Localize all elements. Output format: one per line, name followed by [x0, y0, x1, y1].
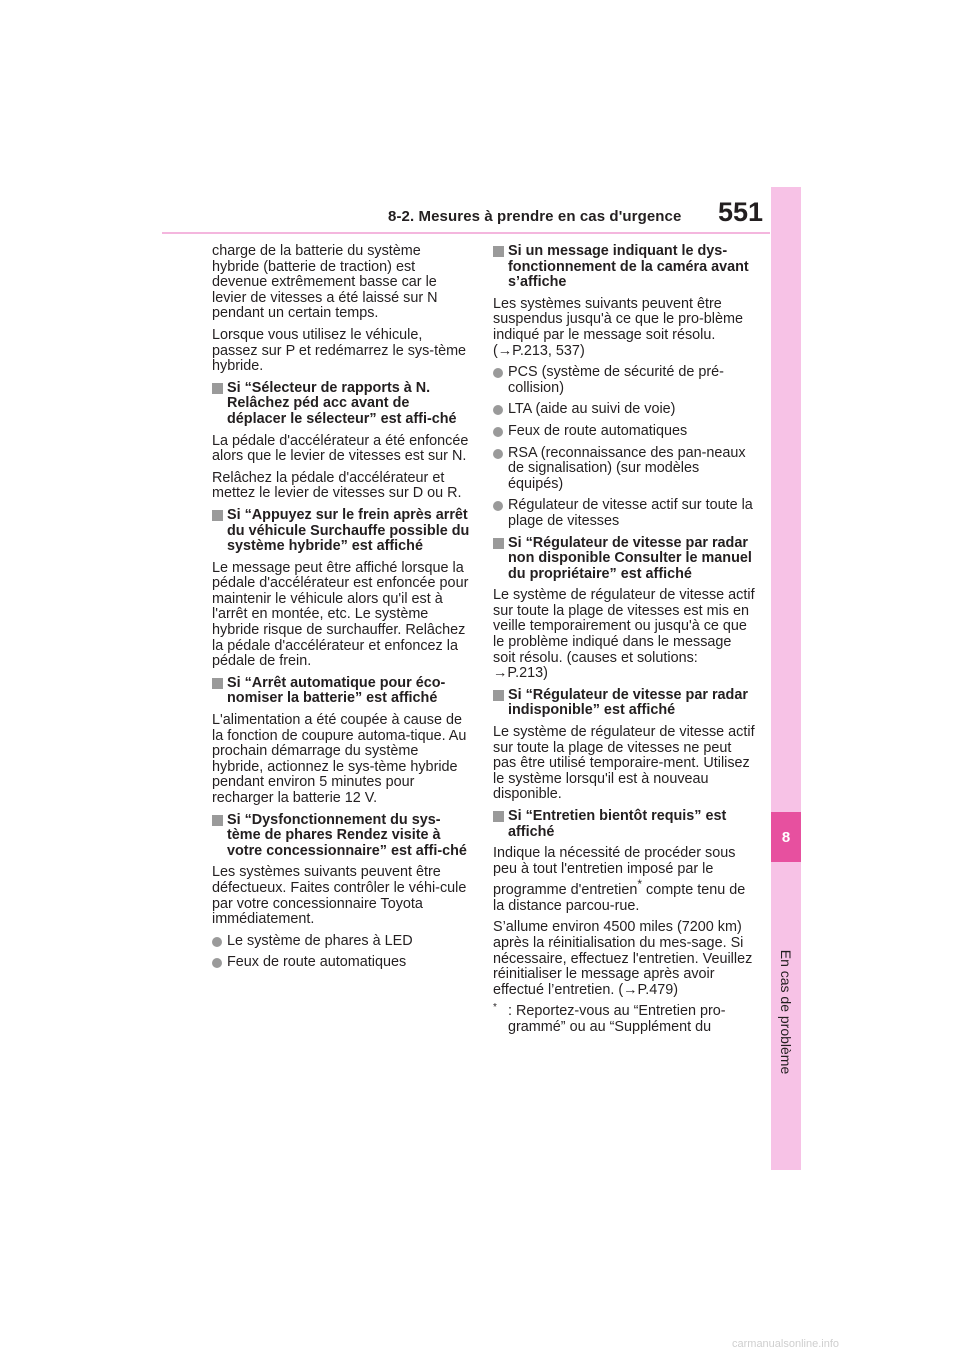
- paragraph: Le système de régulateur de vitesse actif sur toute la plage de vitesses est mis en veille temporairement ou jusqu'à ce que le problème indiqué dans le message soit résolu. (causes et solutions: →P.213): [493, 587, 755, 682]
- square-bullet-icon: [493, 538, 504, 549]
- list-item: [212, 934, 470, 950]
- subheading: [212, 813, 470, 860]
- paragraph: Le système de régulateur de vitesse actif sur toute la plage de vitesses ne peut pas être utilisé temporaire-ment. Utilisez le système lorsqu'il est à nouveau disponible.: [493, 724, 755, 803]
- subheading-text: Si “Régulateur de vitesse par radar non disponible Consulter le manuel du propriétaire” est affiché: [508, 534, 752, 582]
- paragraph: L'alimentation a été coupée à cause de la fonction de coupure automa-tique. Au prochain démarrage du système hybride, actionnez le sys-tème hybride pendant environ 5 minutes pour recharger la batterie 12 V.: [212, 712, 467, 806]
- chapter-title-vertical: En cas de problème: [778, 949, 794, 1075]
- subheading: [493, 536, 755, 583]
- subheading: [493, 688, 755, 719]
- left-column: [212, 244, 470, 977]
- list-item-text: Régulateur de vitesse actif sur toute la plage de vitesses: [508, 497, 753, 529]
- round-bullet-icon: [493, 368, 503, 378]
- list-item-text: LTA (aide au suivi de voie): [508, 401, 676, 418]
- paragraph-text: compte tenu de la distance parcou-rue.: [493, 882, 746, 914]
- subheading-text: Si “Dysfonctionnement du sys-tème de phares Rendez visite à votre concessionnaire” est affi-ché: [227, 811, 467, 859]
- list-item-text: PCS (système de sécurité de pré-collision): [508, 364, 724, 396]
- list-item-text: RSA (reconnaissance des pan-neaux de signalisation) (sur modèles équipés): [508, 444, 746, 492]
- subheading: [212, 508, 470, 555]
- subheading-text: Si “Entretien bientôt requis” est affiché: [508, 808, 727, 840]
- right-column: [493, 244, 755, 1036]
- paragraph: Les systèmes suivants peuvent être défectueux. Faites contrôler le véhi-cule par votre concessionnaire Toyota immédiatement.: [212, 864, 467, 928]
- list-item: [493, 402, 755, 418]
- page-number: 551: [718, 197, 764, 227]
- list-item: [212, 955, 470, 971]
- round-bullet-icon: [493, 501, 503, 511]
- square-bullet-icon: [493, 690, 504, 701]
- round-bullet-icon: [212, 937, 222, 947]
- subheading-text: Si “Arrêt automatique pour éco-nomiser la batterie” est affiché: [227, 674, 446, 707]
- round-bullet-icon: [493, 427, 503, 437]
- list-item-text: Le système de phares à LED: [227, 932, 413, 949]
- footnote-text: : Reportez-vous au “Entretien pro-grammé” ou au “Supplément du: [508, 1003, 726, 1035]
- round-bullet-icon: [212, 958, 222, 968]
- section-title: 8-2. Mesures à prendre en cas d'urgence: [388, 208, 682, 225]
- list-item: [493, 446, 755, 493]
- round-bullet-icon: [493, 449, 503, 459]
- paragraph: Les systèmes suivants peuvent être suspendus jusqu'à ce que le pro-blème indiqué par le message soit résolu. (→P.213, 537): [493, 295, 743, 359]
- list-item: [493, 498, 755, 529]
- subheading-text: Si “Sélecteur de rapports à N. Relâchez péd acc avant de déplacer le sélecteur” est affi-ché: [227, 379, 457, 427]
- paragraph-text: Indique la nécessité de procéder sous peu à tout l'entretien imposé par le programme d'entretien: [493, 845, 736, 899]
- paragraph: charge de la batterie du système hybride (batterie de traction) est devenue extrêmement basse car le levier de vitesses a été laissé sur N pendant un certain temps.: [212, 243, 438, 322]
- square-bullet-icon: [493, 811, 504, 822]
- watermark: carmanualsonline.info: [732, 1338, 840, 1350]
- square-bullet-icon: [212, 510, 223, 521]
- paragraph: La pédale d'accélérateur a été enfoncée alors que le levier de vitesses est sur N.: [212, 432, 469, 465]
- list-item: [493, 365, 755, 396]
- paragraph: Relâchez la pédale d'accélérateur et mettez le levier de vitesses sur D ou R.: [212, 469, 462, 502]
- footnote: [493, 1004, 755, 1035]
- square-bullet-icon: [212, 383, 223, 394]
- list-item-text: Feux de route automatiques: [508, 422, 688, 439]
- square-bullet-icon: [212, 815, 223, 826]
- subheading: [493, 809, 755, 840]
- paragraph: S’allume environ 4500 miles (7200 km) après la réinitialisation du mes-sage. Si nécessaire, effectuez l'entretien. Veuillez réinitialiser le message après avoir effectué l’entretien. (→P.479): [493, 919, 753, 998]
- paragraph: Le message peut être affiché lorsque la pédale d'accélérateur est enfoncée pour maintenir le véhicule alors qu'il est à l'arrêt en montée, etc. Le système hybride risque de surchauffer. Relâchez la pédale d'accélérateur et enfoncez la pédale de frein.: [212, 559, 469, 670]
- subheading-text: Si un message indiquant le dys-fonctionnement de la caméra avant s’affiche: [508, 243, 749, 291]
- subheading-text: Si “Appuyez sur le frein après arrêt du véhicule Surchauffe possible du système hybride” est affiché: [227, 506, 470, 555]
- subheading-text: Si “Régulateur de vitesse par radar indisponible” est affiché: [508, 686, 748, 719]
- paragraph: [493, 846, 755, 914]
- subheading: [212, 676, 470, 707]
- paragraph: Lorsque vous utilisez le véhicule, passez sur P et redémarrez le sys-tème hybride.: [212, 326, 467, 375]
- chapter-number-badge: 8: [771, 812, 801, 862]
- square-bullet-icon: [212, 678, 223, 689]
- subheading: [493, 244, 755, 291]
- header-divider: [162, 232, 770, 234]
- list-item: [493, 424, 755, 440]
- round-bullet-icon: [493, 405, 503, 415]
- footnote-marker: *: [493, 1002, 497, 1014]
- list-item-text: Feux de route automatiques: [227, 954, 407, 971]
- footnote-marker: *: [637, 877, 642, 892]
- subheading: [212, 381, 470, 428]
- square-bullet-icon: [493, 246, 504, 257]
